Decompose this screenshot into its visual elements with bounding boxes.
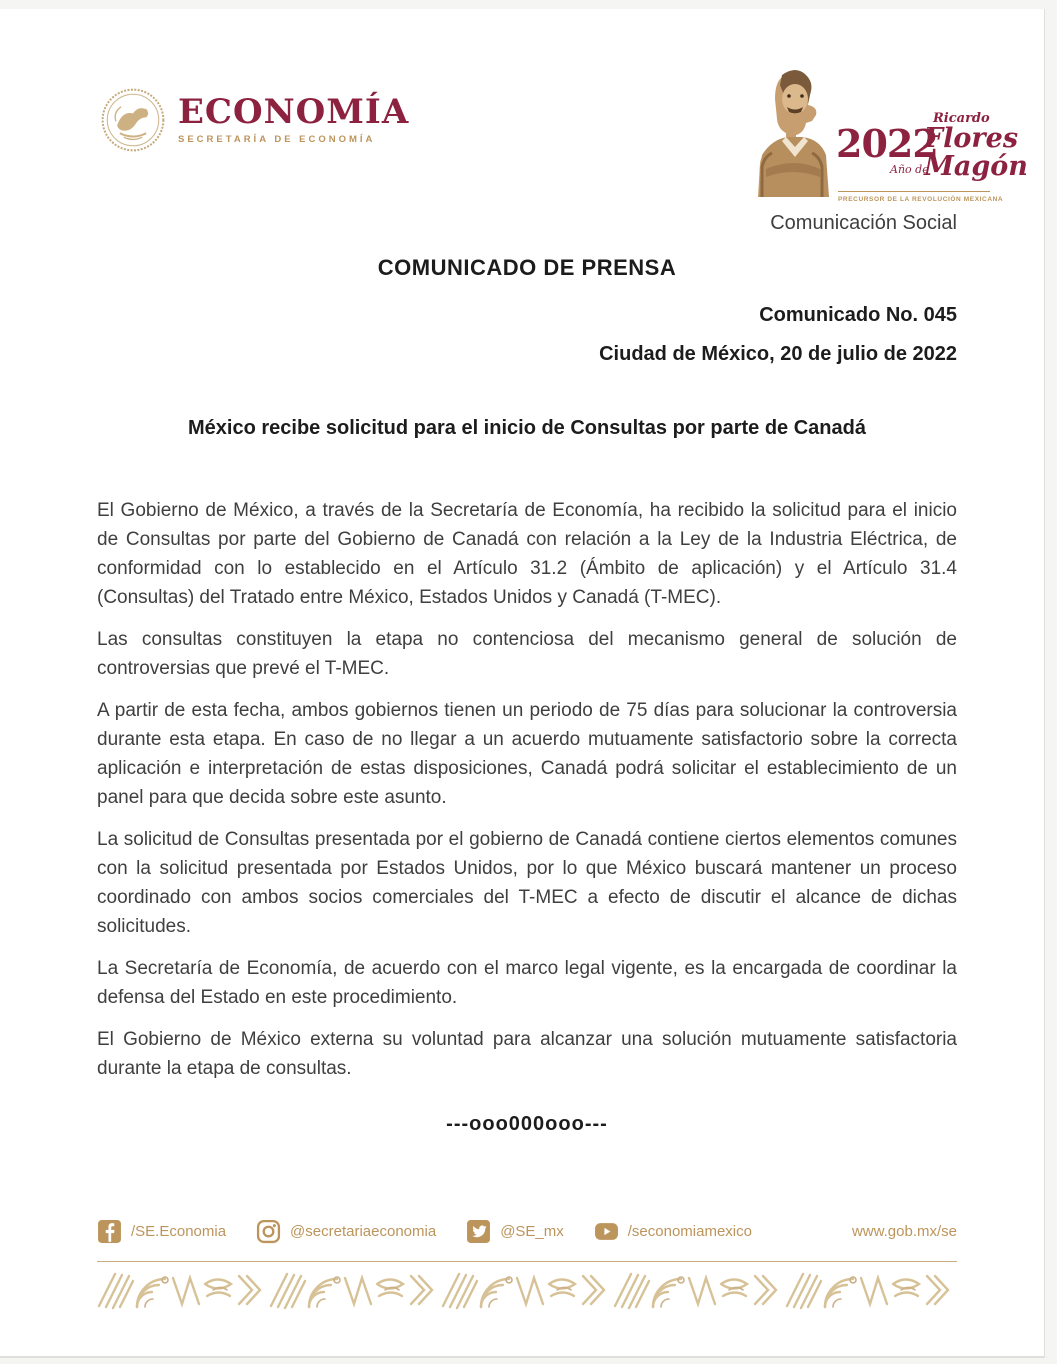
ricardo-label: Ricardo <box>933 111 990 126</box>
paragraph-1: El Gobierno de México, a través de la Secretaría de Economía, ha recibido la solicitud para el inicio de Consultas por parte del Gobierno de Canadá con relación a la Ley de la Industria Eléctrica, de conformidad con lo establecido en el Artículo 31.2 (Ámbito de aplicación) y el Artículo 31.4 (Consultas) del Tratado entre México, Estados Unidos y Canadá (T-MEC). <box>97 500 957 608</box>
youtube-handle: /seconomiamexico <box>627 1223 752 1240</box>
page-title: México recibe solicitud para el inicio de Consultas por parte de Canadá <box>188 417 866 439</box>
instagram-link[interactable] <box>256 1219 436 1244</box>
communique-number: Comunicado No. 045 <box>759 304 957 326</box>
paragraph-6: El Gobierno de México externa su voluntad para alcanzar una solución mutuamente satisfactoria durante la etapa de consultas. <box>97 1029 957 1079</box>
paragraph-5: La Secretaría de Economía, de acuerdo con el marco legal vigente, es la encargada de coordinar la defensa del Estado en este procedimiento. <box>97 958 957 1008</box>
twitter-icon <box>466 1219 491 1244</box>
facebook-link[interactable] <box>97 1219 226 1244</box>
aztec-pattern-band <box>95 1268 953 1310</box>
economia-logo <box>100 85 409 153</box>
paragraph-2: Las consultas constituyen la etapa no contenciosa del mecanismo general de solución de controversias que prevé el T-MEC. <box>97 629 957 679</box>
paragraph-3: A partir de esta fecha, ambos gobiernos tienen un periodo de 75 días para solucionar la controversia durante esta etapa. En caso de no llegar a un acuerdo mutuamente satisfactorio sobre la correcta aplicación e interpretación de estas disposiciones, Canadá podrá solicitar el establecimiento de un panel para que decida sobre este asunto. <box>97 700 957 808</box>
dateline: Ciudad de México, 20 de julio de 2022 <box>599 343 957 365</box>
economia-wordmark-group <box>178 85 409 145</box>
economia-subtitle: SECRETARÍA DE ECONOMÍA <box>178 134 376 145</box>
instagram-handle: @secretariaeconomia <box>290 1223 437 1240</box>
magon-label: Magón <box>924 151 1028 182</box>
youtube-icon <box>594 1219 619 1244</box>
body-copy <box>97 496 957 1136</box>
flores-label: Flores <box>924 123 1019 154</box>
flores-magon-2022-logo <box>742 65 1028 219</box>
youtube-link[interactable] <box>594 1219 752 1244</box>
office-label: Comunicación Social <box>770 212 957 234</box>
facebook-icon <box>97 1219 122 1244</box>
paragraph-4: La solicitud de Consultas presentada por el gobierno de Canadá contiene ciertos elementos comunes con la solicitud presentada por Estados Unidos, por lo que México buscará mantener un proceso coordinado con ambos socios comerciales del T-MEC a efecto de discutir el alcance de dichas solicitudes. <box>97 829 957 937</box>
economia-wordmark: ECONOMÍA <box>178 92 410 132</box>
facebook-handle: /SE.Economia <box>131 1223 227 1240</box>
magon-divider <box>838 191 990 192</box>
footer-divider <box>97 1261 957 1262</box>
instagram-icon <box>256 1219 281 1244</box>
magon-tagline: PRECURSOR DE LA REVOLUCIÓN MEXICANA <box>838 196 1004 203</box>
website-link[interactable]: www.gob.mx/se <box>851 1223 957 1240</box>
eagle-seal-icon <box>100 87 166 153</box>
twitter-handle: @SE_mx <box>500 1223 564 1240</box>
twitter-link[interactable] <box>466 1219 564 1244</box>
flores-magon-lockup <box>836 99 1028 219</box>
press-release-page <box>0 9 1045 1358</box>
flores-magon-portrait <box>742 65 842 197</box>
end-separator: ---ooo000ooo--- <box>446 1113 608 1135</box>
ano-de-label: Año de <box>890 163 929 176</box>
press-release-kicker: COMUNICADO DE PRENSA <box>377 255 677 280</box>
year-2022: 2022 <box>836 121 938 166</box>
footer-social-bar <box>97 1219 957 1244</box>
